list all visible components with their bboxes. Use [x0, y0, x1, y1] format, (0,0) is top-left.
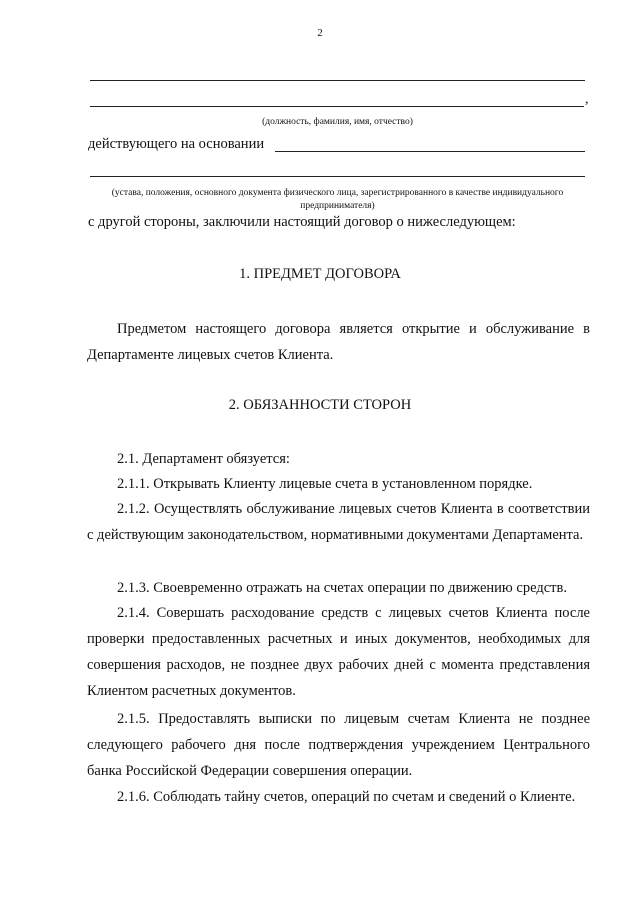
- clause-2-1-3: 2.1.3. Своевременно отражать на счетах операции по движению средств.: [117, 580, 567, 596]
- blank-line-position: [90, 106, 584, 107]
- blank-line-party: [90, 80, 585, 81]
- other-party-line: с другой стороны, заключили настоящий договор о нижеследующем:: [88, 214, 516, 230]
- clause-2-1: 2.1. Департамент обязуется:: [117, 451, 290, 467]
- section-2-title: 2. ОБЯЗАННОСТИ СТОРОН: [228, 397, 412, 413]
- blank-line-basis: [275, 151, 585, 152]
- trailing-comma: ,: [585, 92, 589, 107]
- caption-position: (должность, фамилия, имя, отчество): [262, 117, 413, 127]
- section-1-paragraph-line-2: Департаменте лицевых счетов Клиента.: [87, 347, 334, 363]
- clause-2-1-4: 2.1.4. Совершать расходование средств с лицевых счетов Клиента после проверки предоставленных расчетных и иных документов, необходимых для совершения расходов, не позднее двух рабочих дней с момента представления Клиентом расчетных документов.: [87, 605, 590, 699]
- clause-2-1-2: 2.1.2. Осуществлять обслуживание лицевых счетов Клиента в соответствии с действующим законодательством, нормативными документами Департамента.: [87, 501, 590, 543]
- caption-basis: (устава, положения, основного документа физического лица, зарегистрированного в качестве индивидуального предпринимателя): [111, 188, 564, 211]
- clause-2-1-5: 2.1.5. Предоставлять выписки по лицевым счетам Клиента не позднее следующего рабочего дня после подтверждения учреждением Центрального банка Российской Федерации совершения операции.: [87, 711, 590, 779]
- clause-2-1-1: 2.1.1. Открывать Клиенту лицевые счета в установленном порядке.: [117, 476, 533, 492]
- blank-line-document: [90, 176, 585, 177]
- basis-label: действующего на основании: [88, 136, 265, 152]
- section-1-paragraph-line-1: Предметом настоящего договора является открытие и обслуживание в: [117, 321, 590, 337]
- section-1-title: 1. ПРЕДМЕТ ДОГОВОРА: [239, 266, 401, 282]
- page-number: 2: [317, 27, 323, 39]
- clause-2-1-6: 2.1.6. Соблюдать тайну счетов, операций по счетам и сведений о Клиенте.: [117, 789, 576, 805]
